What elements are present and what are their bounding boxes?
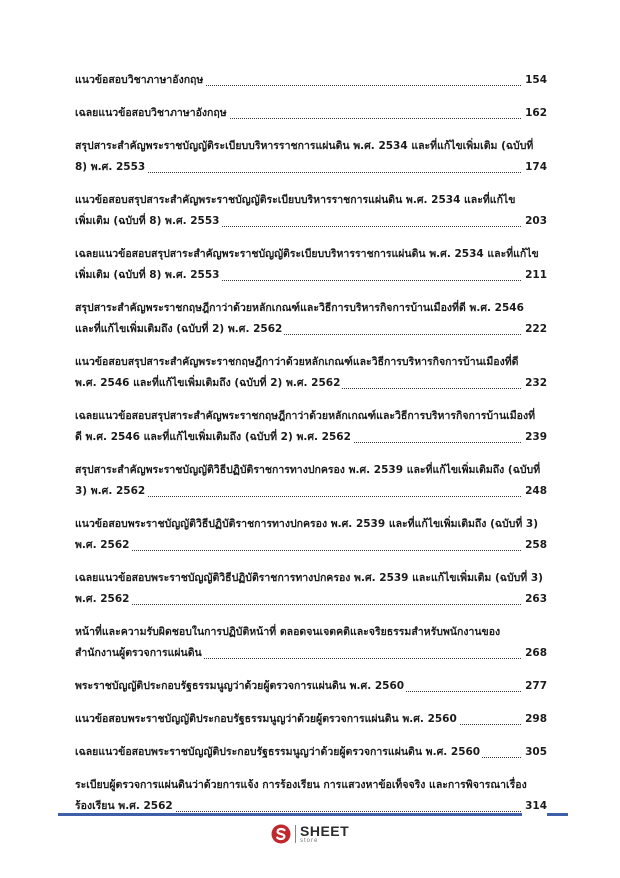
toc-entry-title: ร้องเรียน พ.ศ. 2562 [75,800,173,812]
toc-entry-line [75,427,547,448]
toc-entry-line [75,373,547,394]
toc-entry-line [75,460,547,481]
toc-entry-title: เฉลยแนวข้อสอบสรุปสาระสำคัญพระราชบัญญัติระเบียบบริหารราชการแผ่นดิน พ.ศ. 2534 และที่แก้ไข [75,248,539,260]
toc-entry[interactable] [75,406,547,448]
toc-page-number: 258 [522,535,547,556]
toc-entry-line [75,742,547,763]
toc-page-number: 305 [522,742,547,763]
toc-entry-line [75,622,547,643]
toc-entry-title: แนวข้อสอบพระราชบัญญัติวิธีปฏิบัติราชการทางปกครอง พ.ศ. 2539 และที่แก้ไขเพิ่มเติมถึง (ฉบับที่ 3) [75,518,539,530]
toc-entry-line [75,244,547,265]
toc-entry[interactable] [75,568,547,610]
toc-page-number: 277 [522,676,547,697]
toc-entry-title: และที่แก้ไขเพิ่มเติมถึง (ฉบับที่ 2) พ.ศ. 2562 [75,323,283,335]
toc-entry-title: เฉลยแนวข้อสอบพระราชบัญญัติวิธีปฏิบัติราชการทางปกครอง พ.ศ. 2539 และแก้ไขเพิ่มเติม (ฉบับที่ 3) [75,572,543,584]
toc-entry-line [75,775,547,796]
footer-divider [58,813,568,816]
toc-page-number: 174 [522,157,547,178]
toc-entry[interactable] [75,136,547,178]
toc-entry[interactable] [75,190,547,232]
toc-entry[interactable] [75,742,547,763]
toc-entry-title: 8) พ.ศ. 2553 [75,161,146,173]
toc-entry-line [75,70,547,91]
toc-entry-title: แนวข้อสอบสรุปสาระสำคัญพระราชบัญญัติระเบียบบริหารราชการแผ่นดิน พ.ศ. 2534 และที่แก้ไข [75,194,516,206]
toc-page-number: 222 [522,319,547,340]
toc-entry[interactable] [75,622,547,664]
toc-entry-line [75,265,547,286]
toc-entry-line [75,406,547,427]
toc-entry[interactable] [75,244,547,286]
toc-entry-title: หน้าที่และความรับผิดชอบในการปฏิบัติหน้าที่ ตลอดจนเจตคติและจริยธรรมสำหรับพนักงานของ [75,626,501,638]
toc-page-number: 248 [522,481,547,502]
toc-entry[interactable] [75,460,547,502]
toc-entry-line [75,298,547,319]
toc-entry-line [75,352,547,373]
toc-entry-title: แนวข้อสอบวิชาภาษาอังกฤษ [75,74,204,86]
toc-entry-line [75,535,547,556]
toc-entry[interactable] [75,709,547,730]
toc-entry[interactable] [75,70,547,91]
toc-entry-line [75,514,547,535]
toc-entry-title: สำนักงานผู้ตรวจการแผ่นดิน [75,647,202,659]
toc-entry-title: แนวข้อสอบสรุปสาระสำคัญพระราชกฤษฎีกาว่าด้วยหลักเกณฑ์และวิธีการบริหารกิจการบ้านเมืองที่ดี [75,356,519,368]
toc-entry[interactable] [75,298,547,340]
toc-entry[interactable] [75,676,547,697]
toc-page-number: 203 [522,211,547,232]
toc-entry-title: เฉลยแนวข้อสอบสรุปสาระสำคัญพระราชกฤษฎีกาว่าด้วยหลักเกณฑ์และวิธีการบริหารกิจการบ้านเมืองที่ [75,410,535,422]
toc-entry-title: เฉลยแนวข้อสอบวิชาภาษาอังกฤษ [75,107,227,119]
logo-name: SHEET [300,823,350,839]
sheet-store-logo [271,824,349,844]
logo-subtitle: store [300,838,319,844]
toc-page-number: 263 [522,589,547,610]
toc-page-number: 239 [522,427,547,448]
toc-page-number: 314 [522,796,547,817]
logo-text [300,824,349,844]
toc-page-number: 211 [522,265,547,286]
toc-entry-title: พ.ศ. 2546 และที่แก้ไขเพิ่มเติมถึง (ฉบับที่ 2) พ.ศ. 2562 [75,377,341,389]
toc-entry[interactable] [75,514,547,556]
table-of-contents [75,70,547,829]
toc-page-number: 232 [522,373,547,394]
toc-entry-title: สรุปสาระสำคัญพระราชกฤษฎีกาว่าด้วยหลักเกณฑ์และวิธีการบริหารกิจการบ้านเมืองที่ดี พ.ศ. 2546 [75,302,524,314]
toc-entry-line [75,589,547,610]
toc-entry-title: ระเบียบผู้ตรวจการแผ่นดินว่าด้วยการแจ้ง การร้องเรียน การแสวงหาข้อเท็จจริง และการพิจารณาเรื่อง [75,779,527,791]
toc-entry-line [75,676,547,697]
toc-entry-line [75,568,547,589]
toc-leader-dots [75,604,547,605]
toc-entry-line [75,319,547,340]
toc-entry-line [75,190,547,211]
toc-entry-title: พระราชบัญญัติประกอบรัฐธรรมนูญว่าด้วยผู้ตรวจการแผ่นดิน พ.ศ. 2560 [75,680,405,692]
toc-entry-title: เพิ่มเติม (ฉบับที่ 8) พ.ศ. 2553 [75,269,220,281]
toc-entry-line [75,136,547,157]
toc-entry-line [75,211,547,232]
logo-divider [295,825,296,843]
toc-page-number: 298 [522,709,547,730]
toc-entry[interactable] [75,352,547,394]
toc-page-number: 162 [522,103,547,124]
toc-leader-dots [75,550,547,551]
toc-entry-title: เฉลยแนวข้อสอบพระราชบัญญัติประกอบรัฐธรรมนูญว่าด้วยผู้ตรวจการแผ่นดิน พ.ศ. 2560 [75,746,481,758]
sheet-store-s-logo-icon [271,824,291,844]
toc-entry-line [75,103,547,124]
toc-page-number: 154 [522,70,547,91]
toc-entry-line [75,643,547,664]
toc-entry-line [75,709,547,730]
toc-entry-title: แนวข้อสอบพระราชบัญญัติประกอบรัฐธรรมนูญว่าด้วยผู้ตรวจการแผ่นดิน พ.ศ. 2560 [75,713,457,725]
toc-entry-title: พ.ศ. 2562 [75,539,130,551]
toc-entry-line [75,157,547,178]
toc-entry[interactable] [75,103,547,124]
toc-entry-title: สรุปสาระสำคัญพระราชบัญญัติระเบียบบริหารราชการแผ่นดิน พ.ศ. 2534 และที่แก้ไขเพิ่มเติม (ฉบับที่ [75,140,534,152]
toc-entry-title: 3) พ.ศ. 2562 [75,485,146,497]
toc-entry-title: สรุปสาระสำคัญพระราชบัญญัติวิธีปฏิบัติราชการทางปกครอง พ.ศ. 2539 และที่แก้ไขเพิ่มเติมถึง (ฉบับที่ [75,464,541,476]
toc-entry-title: พ.ศ. 2562 [75,593,130,605]
toc-entry[interactable] [75,775,547,817]
toc-entry-line [75,481,547,502]
toc-entry-title: ดี พ.ศ. 2546 และที่แก้ไขเพิ่มเติมถึง (ฉบับที่ 2) พ.ศ. 2562 [75,431,351,443]
toc-page-number: 268 [522,643,547,664]
toc-entry-title: เพิ่มเติม (ฉบับที่ 8) พ.ศ. 2553 [75,215,220,227]
